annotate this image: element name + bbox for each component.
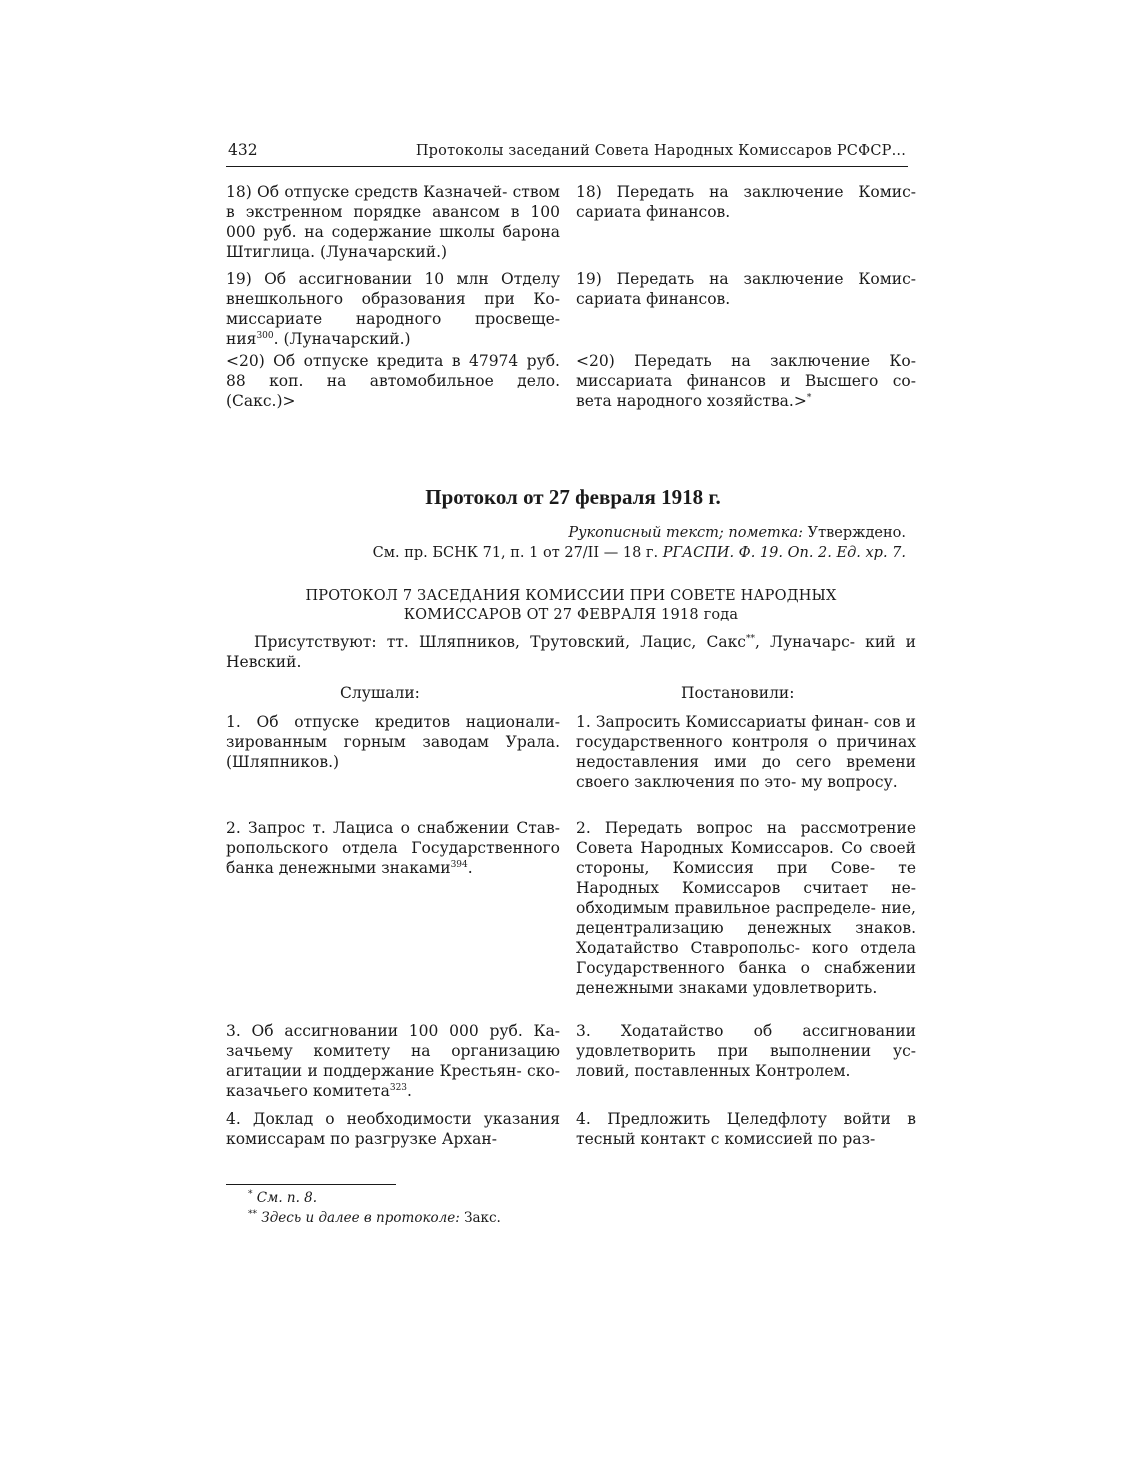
source-note-plain: Утверждено.: [803, 525, 906, 541]
footnote-mark: *: [248, 1189, 253, 1200]
footnote-text-italic: Здесь и далее в протоколе:: [261, 1210, 460, 1226]
footnote-ref: *: [806, 392, 812, 403]
table-row: [226, 1109, 916, 1149]
protocol-items-table: [226, 712, 916, 1149]
table-row: [226, 1021, 916, 1109]
footnote-ref: 323: [389, 1082, 408, 1093]
footnote-text: См. п. 8.: [256, 1190, 318, 1206]
page-number: 432: [228, 141, 258, 159]
item-3-text-end: .: [407, 1082, 412, 1100]
footnote-mark: **: [248, 1209, 257, 1220]
item-1-decided: 1. Запросить Комиссариаты финан- сов и государственного контроля о причинах недоставления ими до сего времени своего заключения по это- му вопросу.: [576, 713, 916, 791]
footnote-2: [248, 1210, 501, 1226]
table-row: [226, 818, 916, 1021]
table-row: [226, 351, 916, 411]
item-2-text: 2. Запрос т. Лациса о снабжении Став- ропольского отдела Государственного банка денежными знаками: [226, 819, 560, 877]
attendees-text-end: , Луначарс- кий и Невский.: [226, 633, 917, 671]
item-20-heard: <20) Об отпуске кредита в 47974 руб. 88 коп. на автомобильное дело. (Сакс.)>: [226, 352, 560, 410]
source-note-line1: [568, 525, 906, 541]
footnote-text-plain: Закс.: [459, 1210, 501, 1226]
table-row: [226, 182, 916, 269]
item-19-text: 19) Об ассигновании 10 млн Отделу внешкольного образования при Ко- миссариате народного просвеще- ния: [226, 270, 560, 348]
source-note-reference: См. пр. БСНК 71, п. 1 от 27/II — 18 г.: [372, 545, 663, 561]
running-title: Протоколы заседаний Совета Народных Комиссаров РСФСР...: [415, 143, 906, 159]
item-4-decided: 4. Предложить Целедфлоту войти в тесный контакт с комиссией по раз-: [576, 1110, 916, 1148]
footnote-ref: 394: [450, 859, 468, 870]
table-row: [226, 269, 916, 351]
column-header-heard: Слушали:: [340, 684, 420, 702]
item-3-decided: 3. Ходатайство об ассигновании удовлетворить при выполнении ус- ловий, поставленных Контролем.: [576, 1022, 916, 1080]
subtitle-line-2: КОМИССАРОВ ОТ 27 ФЕВРАЛЯ 1918 года: [403, 607, 739, 623]
item-3-text: 3. Об ассигновании 100 000 руб. Ка- зачьему комитету на организацию агитации и поддержание Крестьян- ско-казачьего комитета: [226, 1022, 560, 1100]
item-19-text-end: . (Луначарский.): [273, 330, 411, 348]
source-note-italic: Рукописный текст; пометка:: [568, 525, 803, 541]
item-18-heard: 18) Об отпуске средств Казначей- ством в экстренном порядке авансом в 100 000 руб. на содержание школы барона Штиглица. (Луначарский.): [226, 183, 560, 261]
protocol-title: Протокол от 27 февраля 1918 г.: [425, 485, 721, 509]
item-1-heard: 1. Об отпуске кредитов национали- зированным горным заводам Урала. (Шляпников.): [226, 713, 560, 771]
item-2-heard: [226, 818, 560, 1021]
item-3-heard: [226, 1021, 560, 1109]
item-4-heard: 4. Доклад о необходимости указания комиссарам по разгрузке Архан-: [226, 1110, 560, 1148]
item-19-heard: [226, 269, 560, 351]
archive-reference: РГАСПИ. Ф. 19. Оп. 2. Ед. хр. 7.: [662, 545, 906, 561]
attendees-paragraph: [226, 632, 916, 672]
column-header-decided: Постановили:: [681, 684, 795, 702]
source-note-line2: [373, 545, 906, 561]
item-18-decided: 18) Передать на заключение Комис- сариата финансов.: [576, 183, 916, 221]
footnote-ref: 300: [256, 330, 274, 341]
subtitle-line-1: ПРОТОКОЛ 7 ЗАСЕДАНИЯ КОМИССИИ ПРИ СОВЕТЕ НАРОДНЫХ: [305, 588, 837, 604]
item-20-decided: [576, 351, 916, 411]
table-row: [226, 712, 916, 818]
item-20-decision-text: <20) Передать на заключение Ко- миссариата финансов и Высшего со- вета народного хозяйства.>: [576, 352, 916, 410]
item-2-decided: 2. Передать вопрос на рассмотрение Совета Народных Комиссаров. Со своей стороны, Комиссия при Сове- те Народных Комиссаров считает не- обходимым правильное распределе- ние, децентрализацию денежных знаков. Ходатайство Ставропольс- кого отдела Государственного банка о снабжении денежными знаками удовлетворить.: [576, 819, 916, 997]
footnote-ref: **: [745, 633, 755, 644]
footnote-1: [248, 1190, 317, 1206]
item-19-decided: 19) Передать на заключение Комис- сариата финансов.: [576, 270, 916, 308]
attendees-text: Присутствуют: тт. Шляпников, Трутовский, Лацис, Сакс: [254, 633, 746, 651]
prev-items-table: [226, 182, 916, 411]
protocol-subtitle: [226, 587, 916, 625]
footnote-divider: [226, 1184, 396, 1185]
item-2-text-end: .: [467, 859, 473, 877]
running-header: [226, 140, 908, 167]
